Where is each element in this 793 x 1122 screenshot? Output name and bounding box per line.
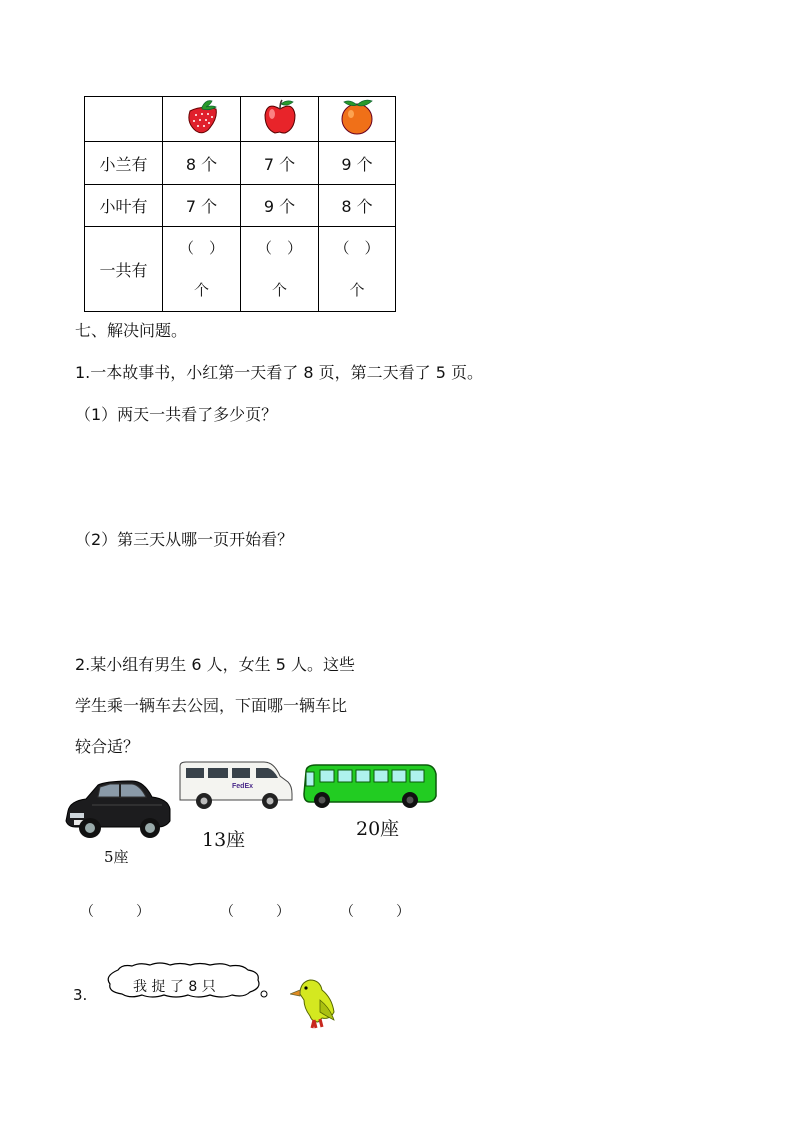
answer-blank[interactable]: （ ）	[256, 239, 302, 257]
strawberry-cell	[163, 97, 241, 142]
table-row	[85, 142, 396, 185]
answer-area-1[interactable]	[75, 430, 715, 510]
question-2-line-2: 学生乘一辆车去公园，下面哪一辆车比	[75, 696, 348, 715]
answer-blank[interactable]: （ ）	[178, 239, 224, 257]
row-label: 小兰有	[85, 142, 163, 185]
bird-icon	[290, 972, 340, 1032]
unit-label: 个	[349, 281, 365, 299]
table-cell: 8 个	[319, 185, 396, 227]
unit-label: 个	[271, 281, 287, 299]
table-row	[85, 185, 396, 227]
fedex-logo: FedEx	[232, 783, 254, 790]
fruit-table	[84, 96, 396, 312]
speech-bubble-text: 我 捉 了 8 只	[133, 979, 216, 995]
question-1-stem: 1.一本故事书，小红第一天看了 8 页，第二天看了 5 页。	[75, 363, 483, 382]
answer-area-2[interactable]	[75, 555, 715, 635]
answer-cell[interactable]	[319, 227, 396, 312]
section-title: 七、解决问题。	[75, 321, 188, 340]
answer-blank[interactable]: （ ）	[334, 239, 380, 257]
table-cell: 9 个	[241, 185, 319, 227]
table-cell: 9 个	[319, 142, 396, 185]
unit-label: 个	[193, 281, 209, 299]
bus-seat-label: 20座	[356, 818, 400, 840]
bus-icon	[300, 762, 438, 810]
orange-icon	[338, 97, 376, 137]
answer-cell[interactable]	[163, 227, 241, 312]
table-header-row	[85, 97, 396, 142]
apple-icon	[261, 97, 299, 137]
strawberry-icon	[182, 97, 222, 137]
corner-cell	[85, 97, 163, 142]
question-2-line-3: 较合适？	[75, 737, 140, 756]
table-cell: 7 个	[241, 142, 319, 185]
car-seat-label: 5座	[104, 848, 129, 866]
table-cell: 8 个	[163, 142, 241, 185]
question-1-sub-1: （1）两天一共看了多少页？	[75, 405, 278, 424]
row-label: 小叶有	[85, 185, 163, 227]
vehicle-answer-blank[interactable]: （ ）	[220, 904, 290, 920]
question-1-sub-2: （2）第三天从哪一页开始看？	[75, 530, 294, 549]
row-label: 一共有	[85, 227, 163, 312]
van-icon	[176, 760, 294, 810]
total-row	[85, 227, 396, 312]
apple-cell	[241, 97, 319, 142]
question-2-line-1: 2.某小组有男生 6 人，女生 5 人。这些	[75, 655, 355, 674]
orange-cell	[319, 97, 396, 142]
vehicle-answer-blank[interactable]: （ ）	[80, 904, 150, 920]
car-icon	[62, 773, 174, 841]
van-seat-label: 13座	[202, 829, 246, 851]
vehicle-answer-blank[interactable]: （ ）	[340, 904, 410, 920]
question-3-number: 3.	[73, 986, 88, 1004]
table-cell: 7 个	[163, 185, 241, 227]
answer-cell[interactable]	[241, 227, 319, 312]
